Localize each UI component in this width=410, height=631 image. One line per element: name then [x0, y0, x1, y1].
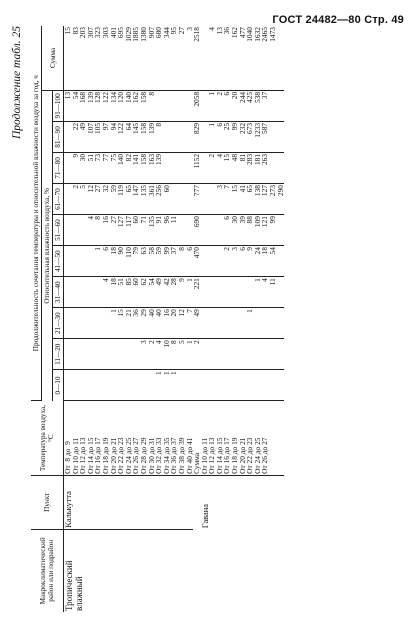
sum-bin-10: 2058: [193, 90, 201, 121]
data-table: [31, 26, 284, 612]
col-header-bin: 51—60: [53, 215, 64, 246]
cell-havana-bin-1: [201, 370, 285, 401]
cell-havana-bin-8: 2 4 15 48 81 283 181 263: [201, 152, 285, 183]
point-havana: Гавана: [200, 504, 210, 529]
sum-bin-8: 1152: [193, 152, 201, 183]
cell-kolkata-bin-5: 1 6 18 90 110 79 63 58 59 99 37 8 6: [64, 246, 194, 277]
region-label: Тропический влажный: [64, 560, 84, 611]
point-kolkata: Калькутта: [64, 475, 194, 529]
rotated-page-content: [11, 22, 395, 612]
sum-bin-1: [193, 370, 201, 401]
cell-kolkata-bin-8: 9 30 51 73 77 75 140 82 141 158 163 139: [64, 152, 194, 183]
cell-kolkata-bin-7: 2 5 12 27 32 59 119 65 147 135 361 256 60: [64, 184, 194, 215]
col-header-temperature: Температура воздуха, °C: [31, 401, 64, 476]
col-header-sum: Сумма: [42, 26, 64, 90]
cell-havana-bin-9: 1 6 25 99 232 673 1233 587: [201, 121, 285, 152]
cell-havana-bin-5: 2 3 6 9 24 18 54: [201, 246, 285, 277]
sum-bin-5: 470: [193, 246, 201, 277]
cell-havana-bin-10: 1 2 6 20 244 425 538 37: [201, 90, 285, 121]
sum-bin-3: 49: [193, 308, 201, 339]
sum-bin-4: 221: [193, 277, 201, 308]
cell-havana-bin-3: 1: [201, 308, 285, 339]
cell-kolkata-sum: 15 83 203 307 323 303 401 695 1029 1885 1380 907 680 344 95 27 3: [64, 26, 194, 90]
cell-havana-bin-4: 1 4 11: [201, 277, 285, 308]
cell-havana-sum: 4 13 36 162 477 1040 1632 2465 1473: [201, 26, 285, 90]
col-header-humidity: Относительная влажность воздуха, %: [42, 90, 53, 400]
temperature-ranges-kolkata: От 8 до 9 От 10 до 11 От 12 до 13 От 14 до 15 От 16 до 17 От 18 до 19 От 20 до 21 От 22 до 23 От 24 до 25 От 26 до 27 От 28 до 29 От 30 до 31 От 32 до 33 От 34 до 35 От 36 до 37 От 38 до 39 От 40 до 41: [64, 401, 194, 476]
col-header-bin: 11—20: [53, 339, 64, 370]
cell-kolkata-bin-6: 4 8 16 27 127 117 60 71 135 91 96 11: [64, 215, 194, 246]
sum-bin-2: 2: [193, 339, 201, 370]
empty-cell: [193, 475, 201, 529]
col-header-bin: 31—40: [53, 277, 64, 308]
cell-havana-bin-7: 3 7 15 41 65 138 127 273 290: [201, 184, 285, 215]
temperature-ranges-havana: От 10 до 11 От 12 до 13 От 14 до 15 От 16 до 17 От 18 до 19 От 20 до 21 От 22 до 23 От 24 до 25 От 26 до 27: [201, 401, 285, 476]
cell-kolkata-bin-2: 3 2 4 10 8 5 1: [64, 339, 194, 370]
col-header-bin: 41—50: [53, 246, 64, 277]
sum-bin-9: 829: [193, 121, 201, 152]
col-header-bin: 61—70: [53, 184, 64, 215]
sum-bin-7: 777: [193, 184, 201, 215]
cell-kolkata-bin-3: 1 15 21 36 29 40 40 16 20 12 7: [64, 308, 194, 339]
col-header-bin: 81—90: [53, 121, 64, 152]
sum-bin-6: 690: [193, 215, 201, 246]
table-caption: Продолжение табл. 25: [11, 26, 23, 139]
cell-havana-bin-2: [201, 339, 285, 370]
col-header-bin: 21—30: [53, 308, 64, 339]
col-header-point: Пункт: [31, 475, 64, 529]
cell-kolkata-bin-9: 22 49 107 105 97 94 122 64 145 158 139 8: [64, 121, 194, 152]
sum-label: Сумма: [193, 401, 201, 476]
col-header-bin: 0—10: [53, 370, 64, 401]
cell-havana-bin-6: 6 30 39 88 109 121 99: [201, 215, 285, 246]
col-header-group: Продолжительность сочетания температуры и относительной влажности воздуха за год, ч: [31, 26, 42, 401]
col-header-bin: 91—100: [53, 90, 64, 121]
col-header-bin: 71—80: [53, 152, 64, 183]
cell-kolkata-bin-10: 13 54 168 139 128 122 134 120 140 162 158 8: [64, 90, 194, 121]
cell-kolkata-bin-4: 4 18 51 85 60 62 54 49 42 28 9 1: [64, 277, 194, 308]
cell-kolkata-bin-1: 1 1 1: [64, 370, 194, 401]
sum-total: 2518: [193, 26, 201, 90]
col-header-region: Макроклиматический район или подрайон: [31, 529, 64, 612]
page-header: ГОСТ 24482—80 Стр. 49: [272, 14, 404, 26]
